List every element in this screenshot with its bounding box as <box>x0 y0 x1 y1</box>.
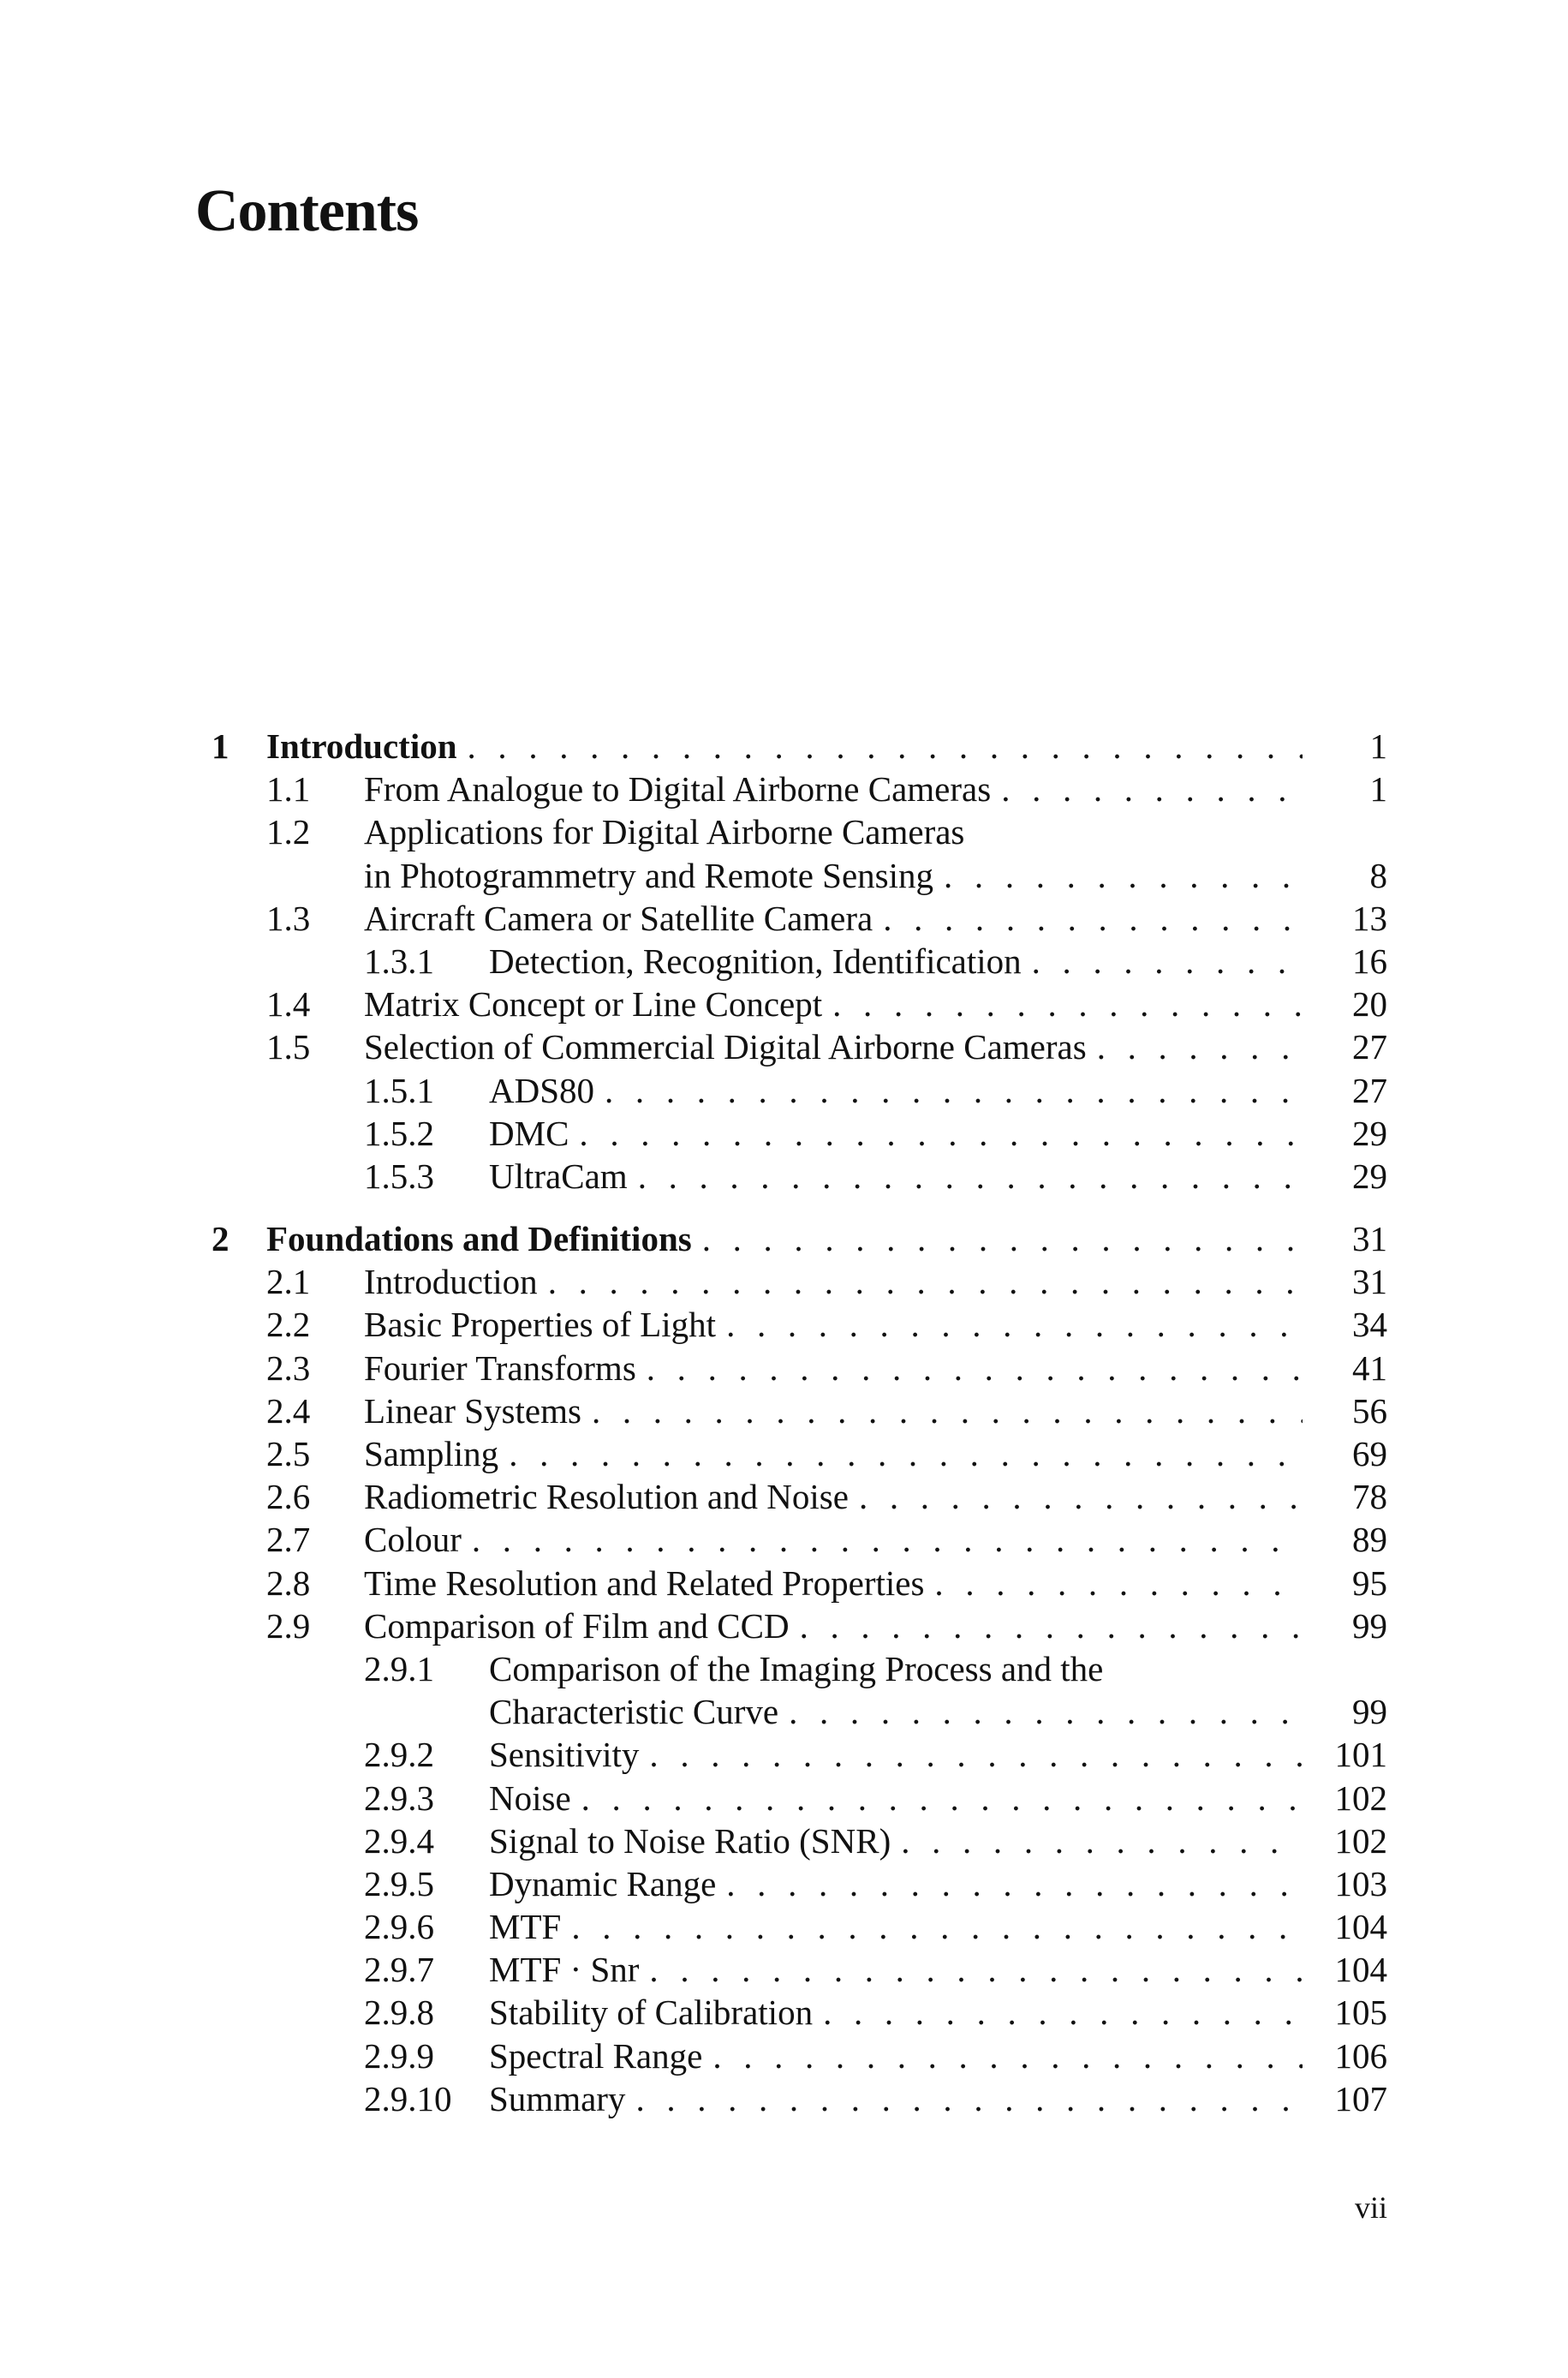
toc-entry-number: 1.3 <box>266 898 311 938</box>
toc-entry-title: Sensitivity <box>489 1735 640 1775</box>
toc-entry-title: DMC <box>489 1113 569 1153</box>
toc-entry-number: 2.9.4 <box>364 1820 434 1861</box>
toc-entry-title: Detection, Recognition, Identification <box>489 941 1022 981</box>
toc-entry-title: MTF · Snr <box>489 1950 640 1990</box>
toc-leader-dots <box>579 1112 1303 1155</box>
toc-entry-number: 2.9.8 <box>364 1993 434 2033</box>
toc-section-entry[interactable] <box>0 1025 1568 1068</box>
toc-entry-label <box>364 1518 1303 1561</box>
toc-leader-dots <box>702 1217 1303 1260</box>
toc-subsection-entry[interactable] <box>0 2077 1568 2120</box>
toc-entry-label <box>489 1819 1303 1862</box>
toc-entry-title: UltraCam <box>489 1156 628 1196</box>
toc-entry-label <box>364 1475 1303 1518</box>
toc-leader-dots <box>592 1389 1303 1432</box>
toc-entry-page: 29 <box>1352 1113 1387 1153</box>
toc-leader-dots <box>789 1690 1303 1733</box>
toc-chapter-entry[interactable] <box>0 725 1568 768</box>
toc-entry-label <box>364 810 1303 853</box>
toc-section-entry[interactable] <box>0 1475 1568 1518</box>
toc-entry-label <box>364 983 1303 1025</box>
toc-section-entry[interactable] <box>0 1303 1568 1346</box>
toc-leader-dots <box>605 1069 1303 1112</box>
toc-entry-title: Fourier Transforms <box>364 1347 636 1388</box>
toc-leader-dots <box>468 725 1303 768</box>
toc-entry-page: 107 <box>1334 2078 1387 2118</box>
toc-entry-label <box>364 1303 1303 1346</box>
toc-entry-title: Comparison of Film and CCD <box>364 1605 790 1646</box>
toc-entry-label <box>364 854 1303 897</box>
toc-entry-page: 104 <box>1334 1950 1387 1990</box>
toc-entry-page: 102 <box>1334 1778 1387 1818</box>
toc-subsection-entry[interactable] <box>0 1733 1568 1776</box>
toc-subsection-entry[interactable] <box>0 1777 1568 1819</box>
toc-entry-page: 27 <box>1352 1027 1387 1067</box>
toc-entry-title: Selection of Commercial Digital Airborne Cameras <box>364 1027 1087 1067</box>
toc-subsection-entry[interactable] <box>0 1819 1568 1862</box>
toc-entry-number: 2 <box>212 1219 230 1259</box>
toc-entry-page: 27 <box>1352 1070 1387 1110</box>
toc-subsection-entry[interactable] <box>0 1069 1568 1112</box>
page-number: vii <box>1354 2190 1387 2225</box>
toc-entry-number: 1.5.1 <box>364 1070 434 1110</box>
toc-entry-number: 2.4 <box>266 1390 311 1431</box>
toc-entry-label <box>489 1647 1303 1690</box>
toc-entry-title: Time Resolution and Related Properties <box>364 1562 925 1603</box>
toc-entry-page: 69 <box>1352 1434 1387 1473</box>
toc-leader-dots <box>901 1819 1303 1862</box>
toc-entry-label <box>489 1069 1303 1112</box>
toc-entry-page: 102 <box>1334 1820 1387 1861</box>
toc-entry-number: 1.2 <box>266 812 311 852</box>
toc-subsection-entry[interactable] <box>0 1905 1568 1948</box>
toc-entry-page: 29 <box>1352 1156 1387 1196</box>
toc-entry-title: From Analogue to Digital Airborne Cameras <box>364 769 992 810</box>
toc-entry-number: 2.9.3 <box>364 1778 434 1818</box>
toc-entry-number: 2.9 <box>266 1605 311 1646</box>
toc-section-entry[interactable] <box>0 897 1568 940</box>
toc-entry-title: Spectral Range <box>489 2035 703 2076</box>
toc-entry-title: ADS80 <box>489 1070 595 1110</box>
toc-leader-dots <box>823 1991 1303 2034</box>
toc-entry-title: in Photogrammetry and Remote Sensing <box>364 855 934 895</box>
toc-entry-label <box>364 1025 1303 1068</box>
toc-entry-page: 78 <box>1352 1477 1387 1517</box>
toc-entry-label <box>364 1389 1303 1432</box>
toc-entry-label <box>489 1112 1303 1155</box>
toc-entry-title: Signal to Noise Ratio (SNR) <box>489 1820 891 1861</box>
toc-entry-page: 41 <box>1352 1347 1387 1388</box>
toc-entry-title: Applications for Digital Airborne Cameras <box>364 812 965 852</box>
toc-subsection-entry[interactable] <box>0 1155 1568 1198</box>
toc-entry-page: 8 <box>1369 855 1387 895</box>
toc-section-entry[interactable] <box>0 1518 1568 1561</box>
toc-entry-label <box>364 1432 1303 1475</box>
toc-entry-label <box>489 1690 1303 1733</box>
toc-entry-label <box>364 768 1303 810</box>
toc-entry-number: 1.4 <box>266 984 311 1025</box>
toc-entry-title: Characteristic Curve <box>489 1692 779 1732</box>
toc-entry-label <box>489 940 1303 983</box>
toc-leader-dots <box>649 1948 1303 1991</box>
toc-section-entry[interactable] <box>0 768 1568 810</box>
toc-entry-title: Radiometric Resolution and Noise <box>364 1477 849 1517</box>
toc-entry-label <box>364 1562 1303 1604</box>
toc-entry-title: Dynamic Range <box>489 1863 717 1903</box>
toc-subsection-entry[interactable] <box>0 1862 1568 1905</box>
toc-leader-dots <box>647 1347 1303 1389</box>
toc-entry-title: Introduction <box>364 1262 538 1302</box>
toc-leader-dots <box>883 897 1303 940</box>
toc-entry-page: 1 <box>1369 726 1387 766</box>
toc-leader-dots <box>712 2034 1303 2077</box>
toc-subsection-entry[interactable] <box>0 940 1568 983</box>
toc-entry-title: Summary <box>489 2078 626 2118</box>
toc-entry-page: 89 <box>1352 1520 1387 1560</box>
toc-entry-title: Aircraft Camera or Satellite Camera <box>364 898 873 938</box>
toc-entry-title: Basic Properties of Light <box>364 1305 717 1345</box>
toc-entry-title: Introduction <box>266 726 457 766</box>
toc-entry-number: 2.6 <box>266 1477 311 1517</box>
toc-chapter-entry[interactable] <box>0 1217 1568 1260</box>
toc-entry-number: 2.1 <box>266 1262 311 1302</box>
toc-entry-number: 2.9.1 <box>364 1648 434 1688</box>
toc-entry-number: 2.7 <box>266 1520 311 1560</box>
toc-entry-page: 34 <box>1352 1305 1387 1345</box>
toc-entry-page: 99 <box>1352 1605 1387 1646</box>
toc-leader-dots <box>509 1432 1303 1475</box>
toc-entry-page: 95 <box>1352 1562 1387 1603</box>
toc-leader-dots <box>800 1604 1303 1647</box>
toc-entry-title: Foundations and Definitions <box>266 1219 692 1259</box>
toc-entry-page: 103 <box>1334 1863 1387 1903</box>
toc-leader-dots <box>726 1303 1303 1346</box>
toc-entry-label <box>489 1862 1303 1905</box>
toc-leader-dots <box>832 983 1303 1025</box>
toc-entry-label <box>266 1217 1303 1260</box>
toc-entry-number: 2.2 <box>266 1305 311 1345</box>
toc-entry-page: 31 <box>1352 1219 1387 1259</box>
toc-leader-dots <box>859 1475 1303 1518</box>
toc-subsection-entry[interactable] <box>0 1948 1568 1991</box>
toc-entry-page: 1 <box>1369 769 1387 810</box>
toc-entry-label <box>489 1948 1303 1991</box>
toc-entry-page: 101 <box>1334 1735 1387 1775</box>
toc-entry-label <box>489 1777 1303 1819</box>
toc-entry-number: 1.5.3 <box>364 1156 434 1196</box>
toc-leader-dots <box>1001 768 1303 810</box>
toc-entry-label <box>364 897 1303 940</box>
toc-entry-page: 106 <box>1334 2035 1387 2076</box>
toc-entry-title: Sampling <box>364 1434 499 1473</box>
toc-entry-label <box>266 725 1303 768</box>
toc-section-entry[interactable] <box>0 1347 1568 1389</box>
toc-subsection-entry[interactable] <box>0 1112 1568 1155</box>
toc-entry-page: 20 <box>1352 984 1387 1025</box>
page-title: Contents <box>195 178 419 244</box>
toc-entry-number: 2.8 <box>266 1562 311 1603</box>
toc-leader-dots <box>635 2077 1303 2120</box>
toc-entry-page: 105 <box>1334 1993 1387 2033</box>
toc-section-entry[interactable] <box>0 1604 1568 1647</box>
toc-section-entry[interactable] <box>0 1389 1568 1432</box>
table-of-contents <box>0 725 1568 2120</box>
toc-entry-number: 2.9.7 <box>364 1950 434 1990</box>
toc-entry-number: 2.9.9 <box>364 2035 434 2076</box>
toc-subsection-entry[interactable] <box>0 2034 1568 2077</box>
toc-section-entry[interactable] <box>0 810 1568 853</box>
toc-entry-number: 2.5 <box>266 1434 311 1473</box>
toc-leader-dots <box>944 854 1303 897</box>
toc-entry-number: 1 <box>212 726 230 766</box>
toc-subsection-entry[interactable] <box>0 1991 1568 2034</box>
toc-entry-title: MTF <box>489 1907 562 1947</box>
toc-subsection-entry[interactable] <box>0 1647 1568 1690</box>
toc-entry-label <box>364 1604 1303 1647</box>
toc-entry-page: 99 <box>1352 1692 1387 1732</box>
toc-entry-label <box>489 1905 1303 1948</box>
toc-entry-page: 16 <box>1352 941 1387 981</box>
toc-leader-dots <box>472 1518 1303 1561</box>
toc-entry-number: 2.3 <box>266 1347 311 1388</box>
toc-entry-number: 2.9.2 <box>364 1735 434 1775</box>
toc-section-entry[interactable] <box>0 1432 1568 1475</box>
toc-entry-number: 1.5.2 <box>364 1113 434 1153</box>
toc-entry-label <box>489 1991 1303 2034</box>
toc-entry-label <box>489 1733 1303 1776</box>
toc-entry-page: 104 <box>1334 1907 1387 1947</box>
toc-entry-page: 13 <box>1352 898 1387 938</box>
toc-subsection-entry[interactable] <box>0 1690 1568 1733</box>
toc-leader-dots <box>1032 940 1303 983</box>
toc-section-entry[interactable] <box>0 983 1568 1025</box>
toc-entry-title: Comparison of the Imaging Process and the <box>489 1648 1104 1688</box>
toc-entry-title: Colour <box>364 1520 462 1560</box>
toc-entry-title: Noise <box>489 1778 571 1818</box>
toc-leader-dots <box>548 1260 1303 1303</box>
toc-leader-dots <box>934 1562 1303 1604</box>
toc-section-entry[interactable] <box>0 1562 1568 1604</box>
toc-entry-number: 1.1 <box>266 769 311 810</box>
toc-entry-title: Linear Systems <box>364 1390 581 1431</box>
toc-entry-label <box>489 2034 1303 2077</box>
toc-entry-title: Matrix Concept or Line Concept <box>364 984 823 1025</box>
toc-section-entry[interactable] <box>0 854 1568 897</box>
toc-entry-label <box>364 1347 1303 1389</box>
toc-entry-label <box>489 1155 1303 1198</box>
toc-entry-number: 2.9.5 <box>364 1863 434 1903</box>
toc-entry-number: 2.9.6 <box>364 1907 434 1947</box>
toc-entry-number: 1.5 <box>266 1027 311 1067</box>
toc-entry-label <box>489 2077 1303 2120</box>
toc-entry-page: 56 <box>1352 1390 1387 1431</box>
toc-section-entry[interactable] <box>0 1260 1568 1303</box>
toc-entry-title: Stability of Calibration <box>489 1993 814 2033</box>
toc-leader-dots <box>638 1155 1303 1198</box>
toc-leader-dots <box>649 1733 1303 1776</box>
toc-leader-dots <box>1097 1025 1303 1068</box>
toc-leader-dots <box>726 1862 1303 1905</box>
toc-leader-dots <box>581 1777 1303 1819</box>
toc-entry-number: 2.9.10 <box>364 2078 452 2118</box>
toc-entry-page: 31 <box>1352 1262 1387 1302</box>
toc-entry-label <box>364 1260 1303 1303</box>
toc-leader-dots <box>571 1905 1303 1948</box>
toc-entry-number: 1.3.1 <box>364 941 434 981</box>
